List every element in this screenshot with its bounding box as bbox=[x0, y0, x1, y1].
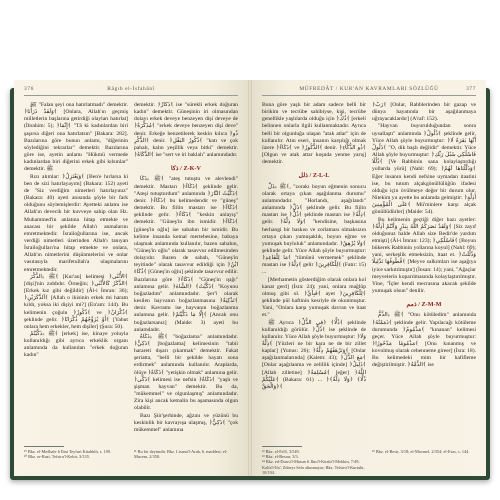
open-book-pages bbox=[14, 80, 486, 476]
running-title: Rāgıb el-İsfahânî bbox=[107, 86, 155, 92]
footnote-rule bbox=[24, 446, 64, 447]
footnote: ²⁴ Bkz. ed-Durru'l-Masun fi Ilmi'l-Kitabi'l-Mekkin, 7/49; Kalfa'l-Ifa'; Zübeyr Sefa altınmayar; Bkz. Tefsiru'l-Kurtubi, 10/194. bbox=[262, 459, 365, 475]
paragraph: Rızı alımlar: ﴿وَيَعْتَزِلُ﴾ [Ben'e hırlarsa ki ben de sizi hatırlayayım] (Bakara: 152) ayeti de "Siz verdiğim nimetleri hatırlayınız" (Bakara: 40) ayeti anısında şöyle bir fark olduğunu söylemişlerdir: Ayetteki anlamı ise Allah'ın devecik bir kuvveye sahip olan Hz. Muhammed'in anlatına hitap etmekte ve anacası bir şekilde Allah'ı anmalarını emretmektedir. İsrailoğullarına ise, ancak verdiği nimetleri üzerinden Allah'ı tanıyan İsrailoğulları'na hitap etmekte ve onlara, Allah'ın nimetlerini düşünmelerini ve onlar vasıtasıyla marifetullah'a ulaşmalarını emretmektedir. bbox=[24, 173, 128, 273]
footnote: ¹⁹ Bkz. el-Medhale li İbni Teyfuri Kitabbih, s. 109. bbox=[24, 449, 112, 454]
text-column-2 bbox=[134, 102, 238, 447]
entry-heading: ذمم / Z-M-M bbox=[406, 301, 442, 309]
paragraph: ﷺ ﴿الذِّكْرَ﴾ [Kur'an] kelimesi ﴿الأُنْثَى﴾ [dişi]'nin zıddıdır. Örneğin; ﴿الذَّكَرُ كَالأُنْثَى﴾ [Erkek kız gibi değildir] (Âl-i İmran: 36); ﴿آلذَّكَرَيْنِ﴾ [Allah o ikisinin erkek mi haram kıldı, yoksa iki dişiyi mi?] (En'am: 144). Bu kelimenin çoğulu ﴿ذُكُورٌ﴾ ve ﴿ذُكْرَانٌ﴾ şeklinde gelir. ﴿أَوْ يُزَوِّجُهُمْ ذُكْرَانًا﴾ [Yahut onlara hem erkekler, hem dişiler] (Şura: 50). bbox=[24, 273, 128, 330]
footnote-rule bbox=[262, 446, 302, 447]
header-rule bbox=[24, 95, 238, 96]
page-number: 376 bbox=[24, 86, 34, 92]
paragraph: ﷺ ﴿ذَكَّيْتُمْ﴾ [erkek] ise, kinaye yoluyla kullanıldığı gibi ayrıca erkeklik organı anlamında da kullanılan "erkek doğuran kadın" bbox=[24, 331, 128, 359]
text-column-1 bbox=[24, 102, 128, 447]
entry-heading: ذكا / Z-K-V bbox=[171, 165, 201, 173]
paragraph: Bu kelimenin geçtiği diğer bazı ayetler: ﴿وَلَقَدْ نَصَرَكُمُ اللَّهُ بِبَدْرٍ وَأَنْتُمْ أَذِلَّةٌ﴾ [Siz zayıf olduğunuz halde Allah size Bedir'de yardım etmişti] (Âl-i İmran: 123); ﴿فَاسْلُكِي﴾ [Boyun bükerek Rabbinin yollarına koyul] (Nahl: 69); yani, serkeşlik etmeksizin, itaat et. ﴿وَذُلِّلَتْ قُطُوفُهَا تَذْلِيلًا﴾ [Meyve salkımları ise aşağıya iyice sarkıtılmıştır] (İnsan: 14); yani, "Ağaçlar meyvelerin koparılmasında kolaylaştırılmıştır. Yine, "İçler kendi mecrasına akacak şekilde yumuşak olsun" denilir. bbox=[372, 216, 476, 295]
paragraph: ﷺ ﴿الذَّمُّ﴾ "Onu kötüledim" anlamında ﴿ذَمَمْتُهُ﴾ şeklinde gelir. Yapılacağı kötüleme durumunda ﴿مَذْمُومٌ﴾ "kınanan" kelimesi geçer. Yüce Allah şöyle buyurmuştur: ﴿مَذْمُومًا مَدْحُورًا﴾ [Onu kınanmış ve kovulmuş olarak cehenneme gireer] (İsra: 18). Bu kelimedeki mim bir hafifleme değiştirilmiştir. ﴿الذِّمَّةُ﴾ ise bbox=[372, 312, 476, 369]
footnote-column bbox=[372, 449, 476, 454]
paragraph: demektir. ﴿ذَكَّارٌ﴾ ise "sürekli erkek doğuran kadın" demektir. Güneşinin iri olmasından dolayı erkek deveye benzeyen dişi deveye de ﴿مُذَكَّرَةٌ﴾ "erkek deveye benzeyen dişi deve" denir. Erkeğe benzetilerek keskin kılıca ﴿ذُو الذُّكْرِ﴾ denir. ﴿ذُكُورُ البَقْلِ﴾ "katı ve çok pahalı, kalın yeşillik veya bitki" demektir. ﴿الذَّكَاةُ﴾ ise "sert ve iri baklalı" anlamındadır. bbox=[134, 102, 238, 159]
text-column-1 bbox=[262, 102, 366, 447]
footnote: ²⁰ Bkz. er-Razi, Tefsiru'l-Kebir, 3/135. bbox=[24, 454, 90, 460]
paragraph: ﷺ ﴿ذَلَّ﴾, "zorakı boyun eğmenin sonucu olarak ortaya çıkan aşağılanma durumu" anlamındadır. "Horlandı, aşağılandı" anlamında ﴿ذَلَّ﴾ şeklinde gelir. Bu fiilin mastarı ise ﴿ذُلٌّ﴾ şeklinde mastarı ise ﴿ذِلَّةٌ﴾ gelir. ﴿وَلَا ذِلَّةٌ﴾ "kendisine, başkasına herhangi bir baskısı ve zorlaması olmaksızın ortaya çıkan yumuşaklık, boyun eğme ve yumuşak huyluluk" anlamındadır. ﴿وَلَا يُرْهِقُ﴾ şeklinde gelir. Yüce Allah şöyle buyurmuştur: ﴿مَا لِلْقَاعِدِ﴾ "tümünü vermemek" şeklinde mastarı ise ﴿ذِلَّةٌ﴾ gelir ﴿لِلْكَافِرِينَ﴾ (Fatır: 15) ... bbox=[262, 183, 366, 276]
header-rule bbox=[262, 95, 476, 96]
footnote-column bbox=[24, 449, 128, 459]
footnote: ²² Bkz. el-Fa'îl, 3/549. bbox=[262, 449, 300, 454]
footnote-column bbox=[134, 449, 238, 459]
paragraph: Bazı Şiir'şerhinde, ağzını ve yüzünü bu keskinlik bir kavrayışa ulaşmış, ﴿ذَكِيٌّ﴾ "çok mükemmel" anlamına bbox=[134, 412, 238, 433]
paragraph: ﷺ ﴿ذَكَا﴾ "ateş tutuştu ve alevlendi" demektir. Mastarı ﴿ذَكَاءٌ﴾ şeklinde gelir. "Ateşi tutuşturdum" anlamında ﴿ذَكَّيْتُ النَّارَ﴾ denir. ﴿ذَكَاءٌ﴾ bu kelimedendir ve "güneş" demektir. Bu fiilin mastarı ise ﴿ذَكَاءٌ﴾ şeklinde gelir. ﴿ذَكَاءٌ﴾ "keskin anlayış" demektir. "Güneş'in ibn ismidir. ﴿ذَكَاءٌ﴾ [güneş'in oğlu] ise sabahın bir ismidir. Bu kelime insanda kemal mertebesine, babaya ulaşmak anlamında kullanılır, bazen sabahın, "Güneş'in oğlu" olarak tasavvur edilmesinden dolayıdır. Bazen de sabah, "Güneş'in teyitinde" olarak tasavvur edildiği için ﴿ابْنُ ذُكَاءَ﴾ [Güneş'in oğlu] şeklinde tasavvur edilir. Bazılarına göre ﴿ذَكَاءٌ﴾ "Güneş'in ışığı" anlamına gelir. ﴿ذَكَّيْتُ﴾ ﴿الشَّاةَ﴾ "Koyunu boğazladım" anlamındadır. Şer'î olarak kesilen hayvanın boğazlanmasına ﴿تَذْكِيَةٌ﴾ denir. Kavramı ise hayvanın boğazlanma anlamına gelir. ﴿إِلَّا مَا ذَكَّيْتُمْ﴾ [Ancak onu boğazlarsanız] (Maide: 3) ayeti bu anlamdadır. bbox=[134, 176, 238, 333]
running-title: MÜFREDÂT / KUR'AN KAVRAMLARI SÖZLÜĞÜ bbox=[299, 86, 439, 92]
footnote-column bbox=[262, 449, 366, 475]
paragraph: ﴿رَبُّ﴾ [Onlar, Rabblerinden bir gazap ve dünya hayatında bir aşağılanmaya uğrayacaklardır] (A'raf: 152). bbox=[372, 102, 476, 123]
paragraph: "Hayvan buyurulduğundan sonra uysallaştı" anlamında ﴿ذُلُولٌ﴾ şeklinde gelir. Yüce Allah şöyle buyurmuştur: ﴿أَنَّهَا بَقَرَةٌ لَا ذَلُولٌ﴾ "O, dik başlı değildir" demektir. Yüce Allah şöyle buyurmuştur: ﴿فَاسْلُكِي سُبُلَ رَبِّكِ ذُلُلًا﴾ [Ve Rabbinin sana kolaylaştırdığı yollarda yürü] (Nahl: 69); ﴿وَذَلَّلْنَاهَا لَهُمْ﴾ Eğer insanın kendi nefsine uymadan itaatini ise, bu tutum alçakgönüllülüğün ifadesi olduğu için övülmeye değer bir durum olur. Nitekim yu ayette bu anlamda gelmiştir: ﴿أَذِلَّةٍ عَلَى الْمُؤْمِنِينَ﴾ Mü'minlere karşı alçak gönüllüdürler] (Maide: 54). bbox=[372, 123, 476, 216]
footnote: ²¹ Bu bir deyimdir. Bkz. Lisanu'l-Arab, 6. maddesi; el-Mucem, 2/358. bbox=[134, 449, 228, 460]
paragraph: [Merhametin gösterdiğim olarak onlara kol kanat gerd] (İsra: 24); yani, onlara mağlûp olmuş gibi ol. ﴿فَبِأَيِّ﴾ ayet ﴿لِلْكَافِرِينَ﴾ şeklinde pül haftinin kesriyle de okunmuştur. Yani, "Onlara karşı yumuşak davran ve itaat et." bbox=[262, 276, 366, 319]
paragraph: ﷺ ﴿ذَكَاةٌ﴾ "boğazlama" anlamındadır. ﴿ذَكِيٌّ﴾ [boğazlama] kelimesinin "tabii harareti dışarı çıkarmak" demektir. Fakat şeriatta, "belli bir şekilde hayatı sona erdirmek" anlamında kullanılır. Araplarda, ölüye ﴿ذَكَاةٌ﴾ "yetişkin olmak" anlamına gelir. ﴿ذَكَّى﴾ kelimesi ise nefsin ﴿ذَكَاةٌ﴾ "yaşlı ve şişman hayvan" demektir. Bu da, "mükemmel" ve olgunlaşmış" anlamındadır. Zira kişi ancak kemalin bu aşamasında olgun olabilir. bbox=[134, 333, 238, 412]
footnotes bbox=[24, 446, 238, 472]
left-page bbox=[14, 80, 248, 476]
right-page bbox=[252, 80, 486, 476]
entry-heading: ذلل / Z-L-L bbox=[298, 172, 330, 180]
paragraph: ﷺ "Falan şeyi ona hatırlatmadı" demektir. ﴿وَلَقَدْ ذَرَأْنَا﴾ [Onlara, Allah'ın geçmiş milletlerin başlarına getirdiği olayları hatırlat] (İbrahim: 5); ﴿إِنَّمَا﴾ "Tâ ki kadınlardan biri şaşırsa diğeri ona hatırlatsın" [Bakara: 282]. Bazılarına göre bunun anlamı, "diğerinin söylediğini tekrarlar" demektir. Bazılarına göre ise, ayetin anlamı "Hükmü vermede kadınlardan biri diğerini erkek gibi kılsınlar" demektir. ﷺ bbox=[24, 102, 128, 173]
paragraph: ﷺ Ayrıca ﴿ذُلًّا﴾ ﴿فِي الذُّلِّ﴾ şeklinde kullanıldığı görülür. ﴿ذُلُّ﴾ ise şeklinde de kullanılır. Yüce Allah şöyle buyurmuştur: ﴿وَلَا ذِلَّةٌ﴾ [Yüzleri ne bir kara ne de bir zillet kaplar] (Yunus: 26); ﴿وَتَرْهَقُهُمْ ذِلَّةٌ﴾ [Onlar aşağılanmalarında] (Kalem: 43); ﴿مَعَ الذُّلِّ﴾ [Onlar aşağılanma ve zelillik içinde] ﴿ذَلِيلٌ﴾ [Allah zilletine] ﴿مُسْلِمَةٌ﴾ [eğer] ﴿اللَّهُ عَلَيْكُمْ﴾ (Bakara: 61) ... ﴿ذُلًّا﴾ ﴿وَلَا ذِلَّةٌ﴾ ﴿وَالْحَقَّ﴾ bbox=[262, 319, 366, 390]
paragraph: Buna göre yaşlı bir adam sadece belli bir birikim ve tecrübe sahibiyse, kişi, tecrübe genellikle yaşlılarda olduğu için ﴿ذُكَّ﴾ [erkeli belinnen onlarla ilgili kullanmaktadır. Ayrıca belli bir olgunluğa ulaşan "atak atlar" için de kullanılır. Atın eseri, insanın karşılığı olmak üzere ﴿ذَكَاءٌ﴾ ve ﴿الذُّكُورُ﴾ denir. ﴿ذُو الذُّكَّاءِ﴾ [Olgun ve atak attar koşuda yenme yarış] demektir. bbox=[262, 102, 366, 166]
footnotes bbox=[262, 446, 476, 475]
page-number: 377 bbox=[466, 86, 476, 92]
footnote: ²³ Bkz. el-Besaır, 3/3. bbox=[262, 454, 299, 460]
text-column-2 bbox=[372, 102, 476, 447]
footnote: ²⁵ Bkz. el-Besir, 3/18; el-Mucmel, 2/354; el-Esas, s. 144. bbox=[372, 449, 470, 454]
